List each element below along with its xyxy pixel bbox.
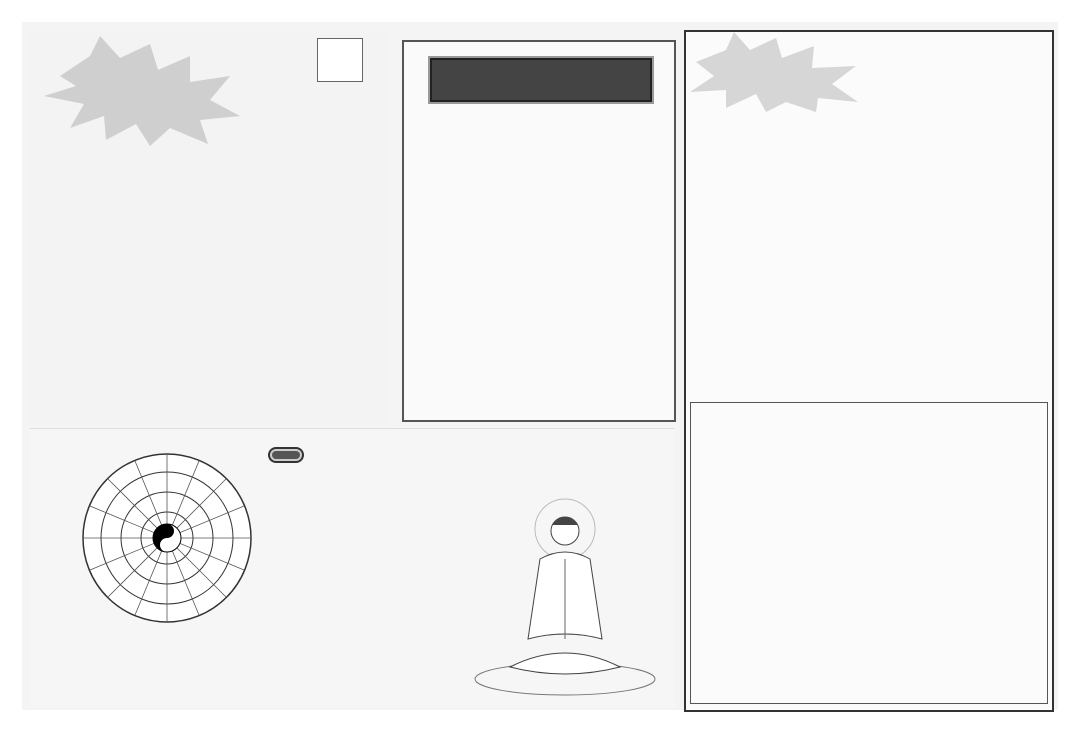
top-border-band [0,0,1080,22]
left-border-band [0,22,22,710]
chase-title [270,449,316,461]
starburst-decoration [40,36,280,146]
hexagram-marks-left [128,603,131,681]
zodiac-panel [30,30,390,425]
lucky-number-grid [690,402,1048,704]
hexagram-commentary-1 [396,519,456,689]
chase-badge [270,449,302,461]
provider-stamp [317,38,363,82]
stamp-char [318,60,340,81]
hexagram-table [60,599,270,681]
right-border-band [1058,22,1080,710]
hexagram-mark [267,655,270,668]
bottom-border-band [0,710,1080,732]
nine-palace-panel [684,30,1054,712]
stamp-char [340,60,362,81]
hexagram-mark [267,616,270,629]
starburst-decoration [686,32,866,112]
mystery-chase-panel [30,428,675,707]
hexagram-marks-right [267,603,270,681]
stamp-char [318,39,340,60]
hexagram-mark [128,655,131,668]
special-zodiac-poem-panel [402,40,676,422]
poem-header [428,56,654,104]
meditating-figure-illustration [470,489,660,699]
hexagram-mark [128,616,131,629]
stamp-char [340,39,362,60]
